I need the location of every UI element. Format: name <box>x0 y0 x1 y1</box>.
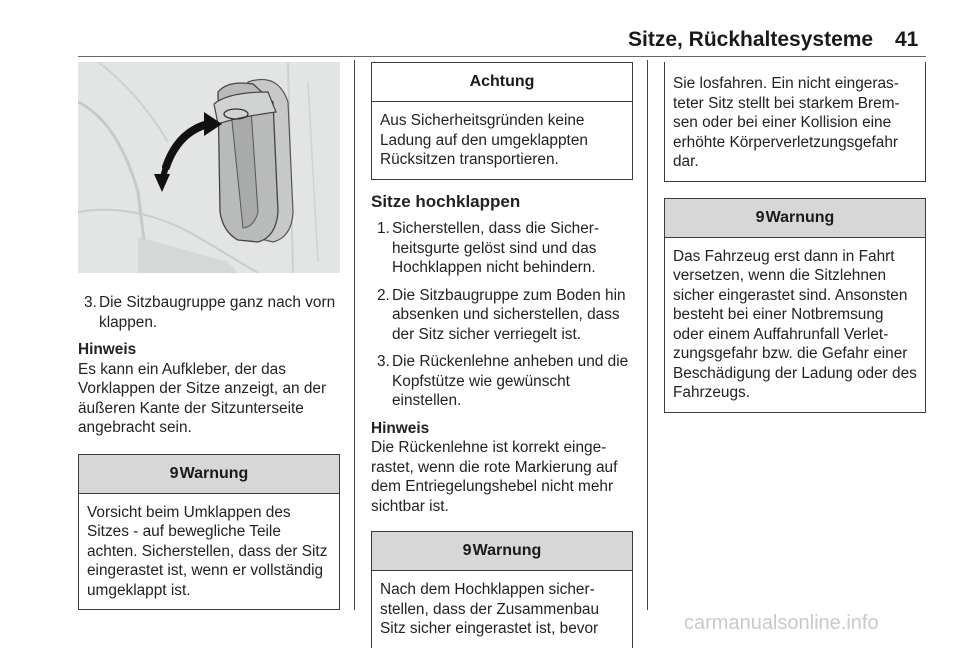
fold-step-3 <box>78 293 340 332</box>
step-text: Die Rückenlehne anheben und die Kopfstütze wie gewünscht einstellen. <box>392 353 629 409</box>
column-divider-1 <box>354 60 355 610</box>
warning-box-fold <box>78 454 340 611</box>
warning-triangle-icon: 9 <box>462 542 472 559</box>
step-number: 1. <box>377 220 390 237</box>
warning-triangle-icon: 9 <box>755 208 765 226</box>
section-title: Sitze hochklappen <box>371 191 521 211</box>
warning-continuation-text: Sie losfahren. Ein nicht eingerasteter Sitz stellt bei starkem Bremsen oder bei einer Kollision eine erhöhte Körperverletzungsgefahr dar. <box>673 75 900 170</box>
note-text: Die Rückenlehne ist korrekt eingerastet, wenn die rote Markierung auf dem Entriegelungshebel nicht mehr sichtbar ist. <box>371 439 618 515</box>
step-number: 2. <box>377 286 390 304</box>
warning-continuation-box <box>664 62 926 182</box>
page-number: 41 <box>895 28 919 51</box>
step-text: Die Sitzbaugruppe zum Boden hin absenken und sicherstellen, dass der Sitz sicher verriegelt ist. <box>392 286 626 343</box>
raise-step-2 <box>371 286 633 345</box>
warning-label: Warnung <box>179 464 249 482</box>
warning-triangle-icon: 9 <box>169 464 179 482</box>
warning-box-raise <box>371 531 633 648</box>
step-number: 3. <box>377 353 390 370</box>
warning-header <box>372 532 632 571</box>
note-text: Es kann ein Aufkleber, der das Vorklappen der Sitze anzeigt, an der äußeren Kante der Sitzunterseite angebracht sein. <box>78 360 327 436</box>
column-2 <box>371 62 633 648</box>
raise-step-1 <box>371 219 633 278</box>
note-heading: Hinweis <box>78 341 137 358</box>
column-divider-2 <box>647 60 648 610</box>
caution-label: Achtung <box>469 73 535 90</box>
warning-text: Nach dem Hochklappen sicherstellen, dass der Zusammenbau Sitz sicher eingerastet ist, bevor <box>380 581 600 637</box>
caution-box <box>371 62 633 180</box>
header-divider <box>78 56 926 57</box>
step-text: Sicherstellen, dass die Sicherheitsgurte gelöst sind und das Hochklappen nicht behindern. <box>392 220 600 276</box>
caution-header <box>372 63 632 102</box>
warning-box-drive <box>664 198 926 413</box>
column-1 <box>78 62 340 610</box>
step-text: Die Sitzbaugruppe ganz nach vorn klappen. <box>99 294 336 331</box>
warning-header <box>79 455 339 494</box>
seat-fold-illustration <box>78 62 340 273</box>
raise-step-3 <box>371 352 633 411</box>
caution-text: Aus Sicherheitsgründen keine Ladung auf den umgeklappten Rücksitzen transportieren. <box>380 112 588 168</box>
column-3 <box>664 62 926 413</box>
warning-label: Warnung <box>765 208 835 226</box>
step-number: 3. <box>84 294 97 311</box>
note-heading: Hinweis <box>371 419 430 437</box>
watermark: carmanualsonline.info <box>684 612 879 634</box>
warning-text: Vorsicht beim Umklappen des Sitzes - auf bewegliche Teile achten. Sicherstellen, dass der Sitz eingerastet ist, wenn er vollständig umgeklappt ist. <box>87 503 328 599</box>
warning-label: Warnung <box>472 542 542 559</box>
warning-text: Das Fahrzeug erst dann in Fahrt versetzen, wenn die Sitzlehnen sicher eingerastet sind. Ansonsten besteht bei einer Notbremsung oder einem Auffahrunfall Verletzungsgefahr bzw. die Gefahr einer Beschädigung der Ladung oder des Fahrzeugs. <box>673 247 917 401</box>
seat-fold-drawing <box>78 62 340 273</box>
warning-header <box>665 199 925 238</box>
page-title: Sitze, Rückhaltesysteme <box>628 28 874 51</box>
